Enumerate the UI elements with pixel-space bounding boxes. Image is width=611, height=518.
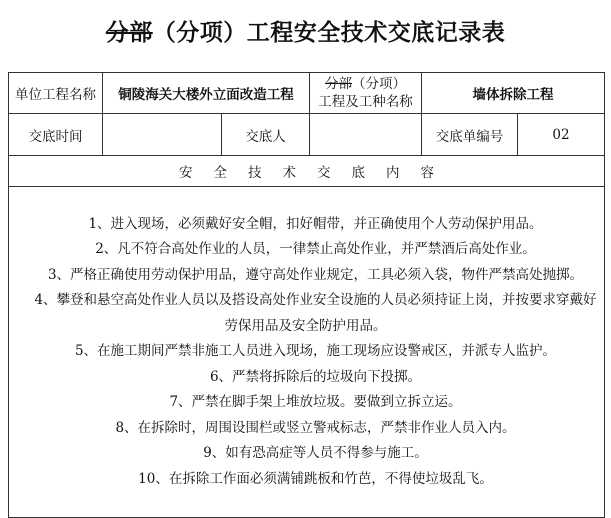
table-row [9, 73, 605, 114]
title-text: （分项）工程安全技术交底记录表 [152, 20, 506, 46]
content-item: 10、在拆除工作面必须满铺跳板和竹芭，不得使垃圾乱飞。 [138, 470, 493, 487]
table-row [9, 114, 605, 156]
disclosure-number-value: 02 [518, 114, 605, 156]
content-item: 5、在施工期间严禁非施工人员进入现场，施工现场应设警戒区，并派专人监护。 [74, 343, 557, 360]
section-title: 安全技术交底内容 [9, 156, 605, 187]
subproject-label-struck: 分部 [325, 76, 352, 92]
disclosure-time-label: 交底时间 [9, 114, 103, 156]
subproject-label-line1: （分项） [352, 76, 406, 92]
unit-project-value: 铜陵海关大楼外立面改造工程 [103, 73, 310, 114]
content-item: 1、进入现场，必须戴好安全帽，扣好帽带，并正确使用个人劳动保护用品。 [88, 215, 543, 232]
content-item: 6、严禁将拆除后的垃圾向下投掷。 [209, 368, 422, 385]
page-title [0, 14, 611, 47]
disclosure-person-value [310, 114, 422, 156]
disclosure-time-value [103, 114, 222, 156]
disclosure-number-label: 交底单编号 [422, 114, 518, 156]
subproject-label-line2: 工程及工种名称 [318, 94, 413, 110]
disclosure-person-label: 交底人 [222, 114, 310, 156]
disclosure-form-table [8, 72, 605, 518]
content-item: 7、严禁在脚手架上堆放垃圾。要做到立拆立运。 [169, 394, 462, 411]
content-item: 9、如有恐高症等人员不得参与施工。 [203, 445, 428, 462]
content-item: 2、凡不符合高处作业的人员，一律禁止高处作业，并严禁酒后高处作业。 [95, 241, 536, 258]
unit-project-label: 单位工程名称 [9, 73, 103, 114]
title-struck-text: 分部 [105, 20, 153, 46]
content-item: 4、攀登和悬空高处作业人员以及搭设高处作业安全设施的人员必须持证上岗，并按要求穿戴好劳保用品及安全防护用品。 [34, 292, 597, 334]
subproject-value: 墙体拆除工程 [422, 73, 605, 114]
content-item: 3、严格正确使用劳动保护用品，遵守高处作业规定，工具必须入袋，物件严禁高处抛掷。 [47, 266, 584, 283]
content-cell [9, 187, 605, 518]
content-item: 8、在拆除时，周围设围栏或竖立警戒标志，严禁非作业人员入内。 [115, 419, 516, 436]
table-row [9, 156, 605, 187]
table-row [9, 187, 605, 518]
subproject-label [310, 73, 422, 114]
